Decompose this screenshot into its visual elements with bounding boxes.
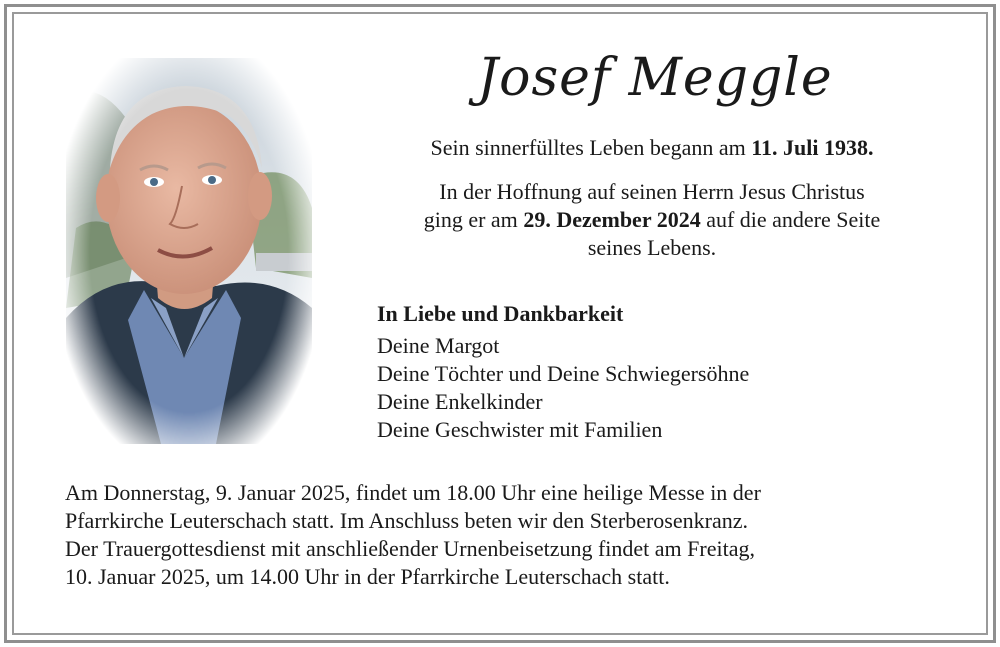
mourner-line: Deine Töchter und Deine Schwiegersöhne xyxy=(377,361,750,386)
notice-line: 10. Januar 2025, um 14.00 Uhr in der Pfarrkirche Leuterschach statt. xyxy=(65,564,670,589)
mourner-line: Deine Enkelkinder xyxy=(377,389,543,414)
mourners-heading: In Liebe und Dankbarkeit xyxy=(377,301,624,326)
service-notice xyxy=(65,479,945,591)
portrait-photo xyxy=(66,58,312,444)
death-line-1: In der Hoffnung auf seinen Herrn Jesus Christus xyxy=(439,179,865,204)
deceased-name: Josef Meggle xyxy=(477,48,833,108)
death-statement xyxy=(352,178,952,262)
death-line-2-end: auf die andere Seite xyxy=(700,207,881,232)
mourner-line: Deine Geschwister mit Familien xyxy=(377,417,663,442)
birth-text: Sein sinnerfülltes Leben begann am xyxy=(430,135,752,160)
death-line-2 xyxy=(352,206,952,234)
mourner-line: Deine Margot xyxy=(377,333,500,358)
notice-line: Pfarrkirche Leuterschach statt. Im Anschluss beten wir den Sterberosenkranz. xyxy=(65,508,748,533)
birth-date: 11. Juli 1938. xyxy=(751,135,874,160)
birth-statement xyxy=(352,134,952,162)
death-line-3: seines Lebens. xyxy=(587,235,717,260)
death-line-2-start: ging er am xyxy=(423,207,524,232)
notice-line: Am Donnerstag, 9. Januar 2025, findet um 18.00 Uhr eine heilige Messe in der xyxy=(65,480,761,505)
death-date: 29. Dezember 2024 xyxy=(523,207,701,232)
notice-line: Der Trauergottesdienst mit anschließender Urnenbeisetzung findet am Freitag, xyxy=(65,536,755,561)
mourners-block xyxy=(377,300,749,444)
